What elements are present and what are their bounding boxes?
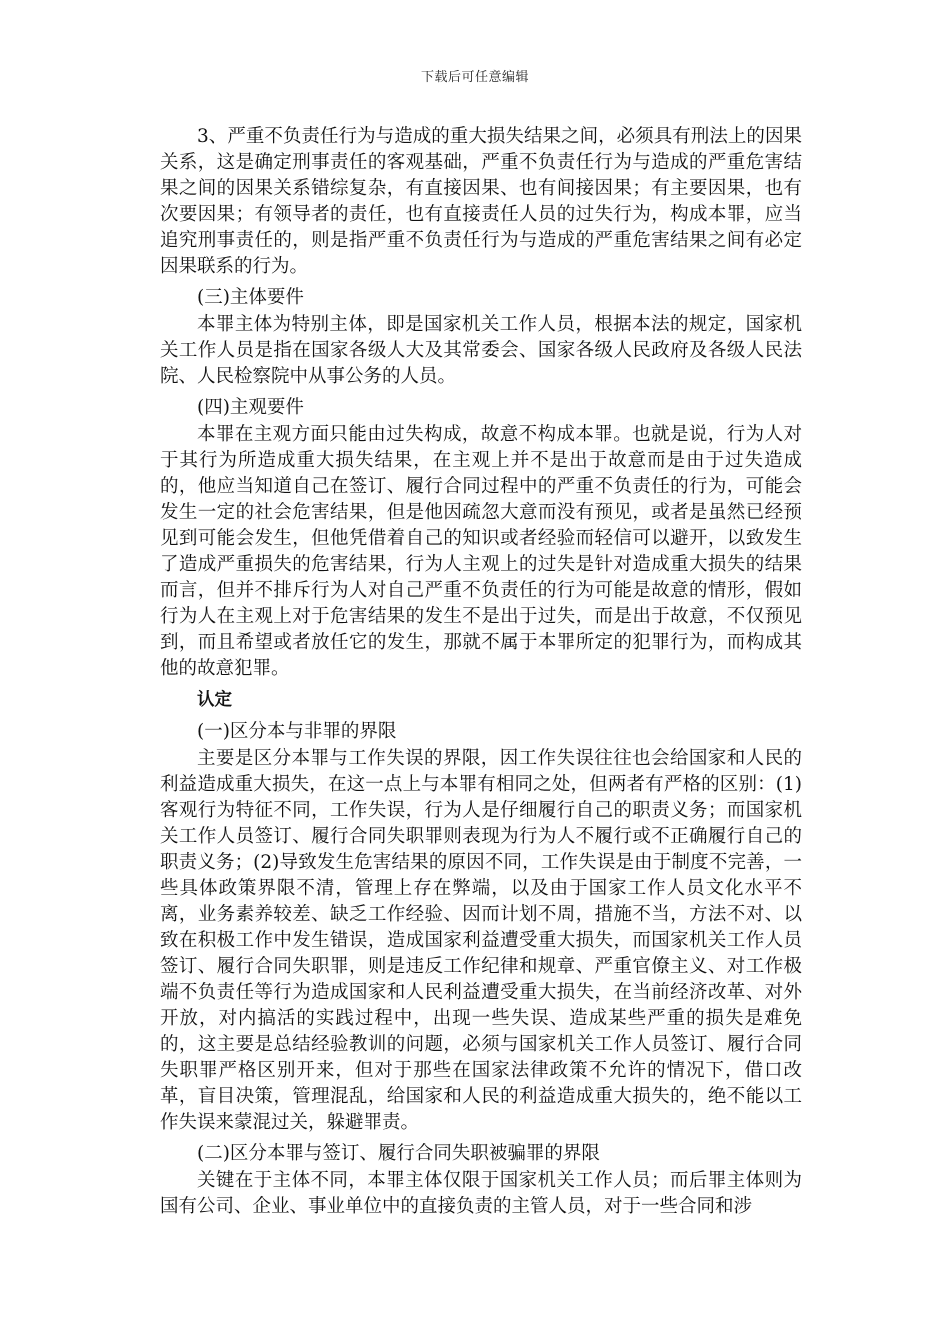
heading-distinguish-fraud-crime: (二)区分本罪与签订、履行合同失职被骗罪的界限: [197, 1143, 600, 1164]
paragraph-subjective-element: 本罪在主观方面只能由过失构成，故意不构成本罪。也就是说，行为人对于其行为所造成重大损失结果，在主观上并不是出于故意而是由于过失造成的，他应当知道自己在签订、履行合同过程中的严重不负责任的行为，可能会发生一定的社会危害结果，但是他因疏忽大意而没有预见，或者是虽然已经预见到可能会发生，但他凭借着自己的知识或者经验而轻信可以避开，以致发生了造成严重损失的危害结果，行为人主观上的过失是针对造成重大损失的结果而言，但并不排斥行为人对自己严重不负责任的行为可能是故意的情形，假如行为人在主观上对于危害结果的发生不是出于过失，而是出于故意，不仅预见到，而且希望或者放任它的发生，那就不属于本罪所定的犯罪行为，而构成其他的故意犯罪。: [160, 424, 802, 679]
heading-subject-element: (三)主体要件: [197, 287, 304, 308]
heading-determination: 认定: [197, 690, 232, 710]
paragraph-causality: 3、严重不负责任行为与造成的重大损失结果之间，必须具有刑法上的因果关系，这是确定刑事责任的客观基础，严重不负责任行为与造成的严重危害结果之间的因果关系错综复杂，有直接因果、也有间接因果；有主要因果，也有次要因果；有领导者的责任，也有直接责任人员的过失行为，构成本罪，应当追究刑事责任的，则是指严重不负责任行为与造成的严重危害结果之间有必定因果联系的行为。: [160, 126, 802, 277]
page-header: 下载后可任意编辑: [420, 70, 529, 85]
document-body: [160, 124, 802, 1220]
heading-distinguish-non-crime: (一)区分本与非罪的界限: [197, 721, 397, 742]
paragraph-distinguish-non-crime: 主要是区分本罪与工作失误的界限，因工作失误往往也会给国家和人民的利益造成重大损失，在这一点上与本罪有相同之处，但两者有严格的区别：(1)客观行为特征不同，工作失误，行为人是仔细履行自己的职责义务；而国家机关工作人员签订、履行合同失职罪则表现为行为人不履行或不正确履行自己的职责义务；(2)导致发生危害结果的原因不同，工作失误是由于制度不完善，一些具体政策界限不清，管理上存在弊端，以及由于国家工作人员文化水平不离，业务素养较差、缺乏工作经验、因而计划不周，措施不当，方法不对、以致在积极工作中发生错误，造成国家利益遭受重大损失，而国家机关工作人员签订、履行合同失职罪，则是违反工作纪律和规章、严重官僚主义、对工作极端不负责任等行为造成国家和人民利益遭受重大损失，在当前经济改革、对外开放，对内搞活的实践过程中，出现一些失误、造成某些严重的损失是难免的，这主要是总结经验教训的问题，必须与国家机关工作人员签订、履行合同失职罪严格区别开来，但对于那些在国家法律政策不允许的情况下，借口改革，盲目决策，管理混乱，给国家和人民的利益造成重大损失的，绝不能以工作失误来蒙混过关，躲避罪责。: [160, 748, 802, 1133]
paragraph-distinguish-fraud-crime: 关键在于主体不同，本罪主体仅限于国家机关工作人员；而后罪主体则为国有公司、企业、事业单位中的直接负责的主管人员，对于一些合同和涉: [160, 1170, 802, 1217]
heading-subjective-element: (四)主观要件: [197, 397, 304, 418]
paragraph-subject-element: 本罪主体为特别主体，即是国家机关工作人员，根据本法的规定，国家机关工作人员是指在国家各级人大及其常委会、国家各级人民政府及各级人民法院、人民检察院中从事公务的人员。: [160, 314, 802, 387]
